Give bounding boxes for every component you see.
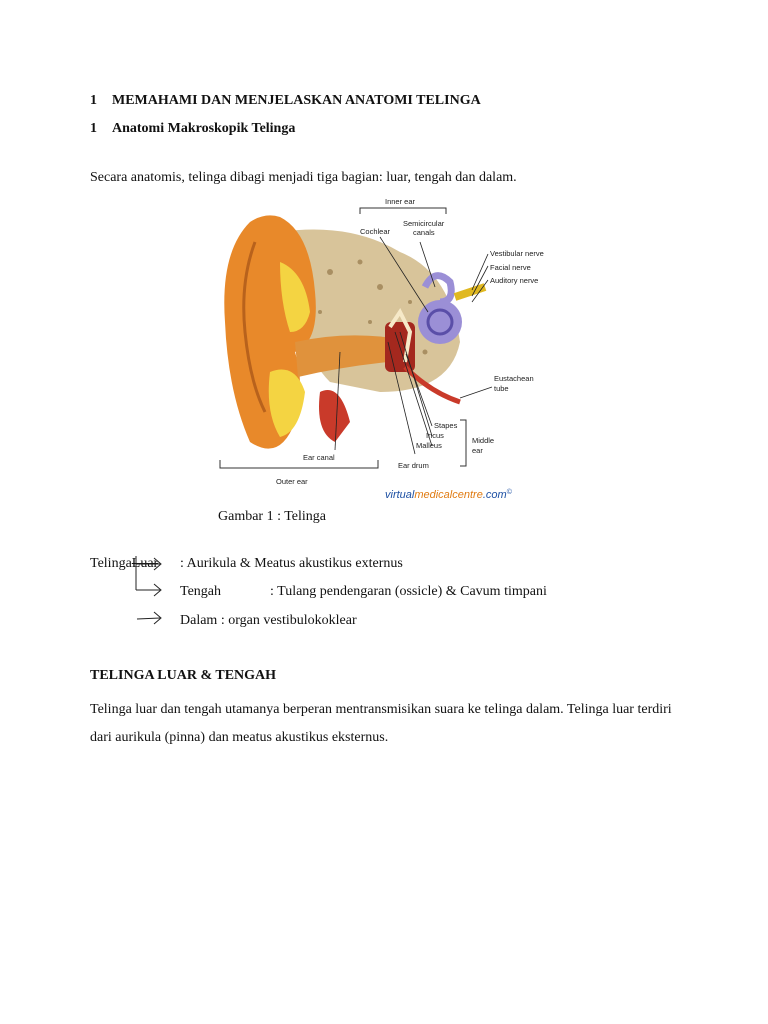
list-label-luar: Luar xyxy=(131,556,159,571)
section-heading-1 xyxy=(90,93,481,109)
label-incus: Incus xyxy=(426,431,444,440)
label-vestibular-nerve: Vestibular nerve xyxy=(490,249,544,258)
section-title: MEMAHAMI DAN MENJELASKAN ANATOMI TELINGA xyxy=(112,93,481,108)
tengah-name: Tengah xyxy=(180,584,222,599)
list-item-dalam: Dalam : organ vestibulokoklear xyxy=(180,613,357,628)
brand-part-3: .com xyxy=(482,489,507,501)
ear-anatomy-figure xyxy=(210,192,565,504)
subsection-title: Anatomi Makroskopik Telinga xyxy=(112,121,296,136)
outer-ear-bracket xyxy=(220,460,378,468)
brand-part-2: medicalcentre xyxy=(414,489,483,501)
intro-paragraph: Secara anatomis, telinga dibagi menjadi tiga bagian: luar, tengah dan dalam. xyxy=(90,170,517,185)
label-outer-ear: Outer ear xyxy=(276,477,308,486)
section-number: 1 xyxy=(90,93,97,108)
body-paragraph: Telinga luar dan tengah utamanya berperan mentransmisikan suara ke telinga dalam. Telinga luar terdiri dari aurikula (pinna) dan meatus akustikus eksternus. xyxy=(90,702,672,745)
middle-ear-bracket xyxy=(460,420,466,466)
figure-caption: Gambar 1 : Telinga xyxy=(218,509,327,524)
brand-mark: © xyxy=(506,489,512,496)
label-stapes: Stapes xyxy=(434,421,458,430)
section-heading-luar-tengah: TELINGA LUAR & TENGAH xyxy=(90,668,277,683)
label-facial-nerve: Facial nerve xyxy=(490,263,531,272)
list-item-tengah xyxy=(180,584,547,600)
label-middle: Middle xyxy=(472,436,495,445)
parotid-tissue xyxy=(319,390,350,442)
pinna-shape xyxy=(224,215,316,448)
ear-diagram xyxy=(210,192,565,504)
label-ear: ear xyxy=(472,446,483,455)
label-malleus: Malleus xyxy=(416,441,442,450)
list-label-telinga: Telinga xyxy=(90,556,132,571)
label-ear-drum: Ear drum xyxy=(398,461,429,470)
subsection-number: 1 xyxy=(90,121,97,136)
inner-ear-bracket xyxy=(360,208,446,214)
label-tube: tube xyxy=(494,384,509,393)
subsection-heading xyxy=(90,121,295,137)
nerve-bundle xyxy=(455,287,485,297)
label-ear-canal: Ear canal xyxy=(303,453,335,462)
label-auditory-nerve: Auditory nerve xyxy=(490,276,539,285)
label-eustachean: Eustachean xyxy=(494,374,534,383)
label-cochlear: Cochlear xyxy=(360,227,391,236)
brand-part-1: virtual xyxy=(385,489,415,501)
brand-logo xyxy=(385,488,513,501)
label-semicircular: Semicircular xyxy=(403,219,445,228)
list-item-luar: : Aurikula & Meatus akustikus externus xyxy=(180,556,403,571)
tengah-value: : Tulang pendengaran (ossicle) & Cavum timpani xyxy=(270,584,547,599)
label-inner-ear: Inner ear xyxy=(385,197,416,206)
branch-arrows xyxy=(131,554,174,634)
label-canals: canals xyxy=(413,228,435,237)
